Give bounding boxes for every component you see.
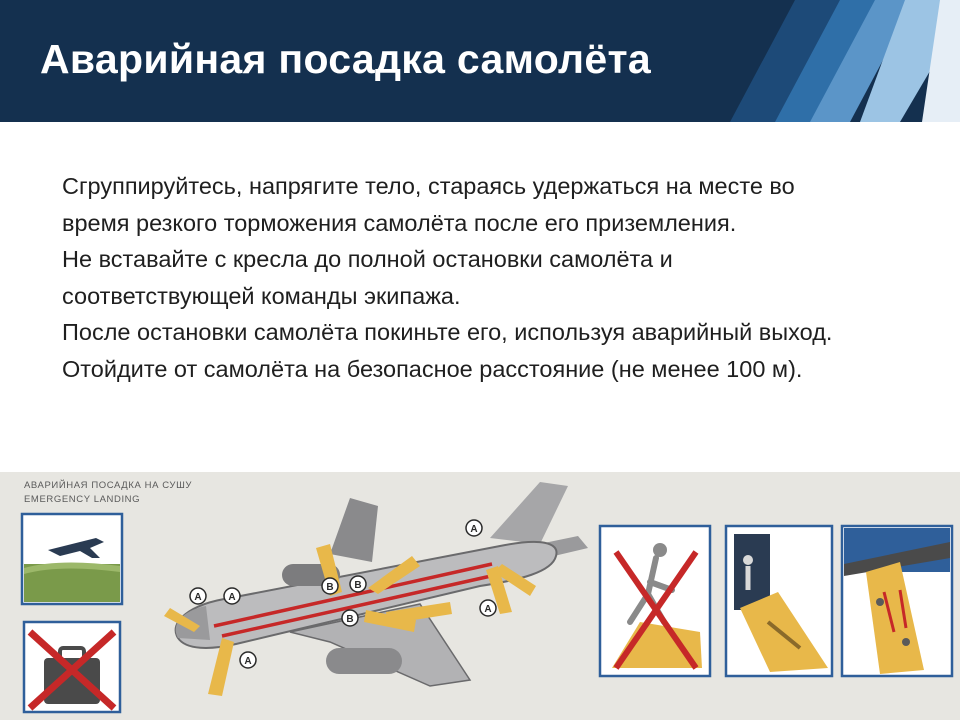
slide-body (62, 168, 862, 387)
safety-card-caption-en: EMERGENCY LANDING (24, 494, 141, 505)
aircraft-diagram (164, 482, 588, 696)
slide-title: Аварийная посадка самолёта (40, 36, 651, 82)
wing-exit-icon (842, 526, 952, 676)
exit-label-a: A (228, 592, 236, 603)
exit-label-b: B (346, 614, 354, 625)
exit-label-a: A (484, 604, 492, 615)
paragraph-evacuate: После остановки самолёта покиньте его, используя аварийный выход. Отойдите от самолёта на безопасное расстояние (не менее 100 м). (62, 319, 833, 382)
exit-label-a: A (244, 656, 252, 667)
no-baggage-icon (24, 622, 120, 712)
exit-label-a: A (194, 592, 202, 603)
exit-label-b: B (354, 580, 362, 591)
exit-label-a: A (470, 524, 478, 535)
paragraph-stay-seated: Не вставайте с кресла до полной остановки самолёта и соответствующей команды экипажа. (62, 246, 673, 309)
exit-label-b: B (326, 582, 334, 593)
safety-card-caption-ru: АВАРИЙНАЯ ПОСАДКА НА СУШУ (24, 480, 193, 491)
safety-card-photo (0, 472, 960, 720)
landing-icon (22, 514, 122, 604)
paragraph-brace: Сгруппируйтесь, напрягите тело, стараясь удержаться на месте во время резкого торможения самолёта после его приземления. (62, 173, 795, 236)
no-heels-on-slide-icon (600, 526, 710, 676)
slide-header (0, 0, 960, 122)
header-decoration (700, 0, 960, 122)
slide-evacuation-icon (726, 526, 832, 676)
